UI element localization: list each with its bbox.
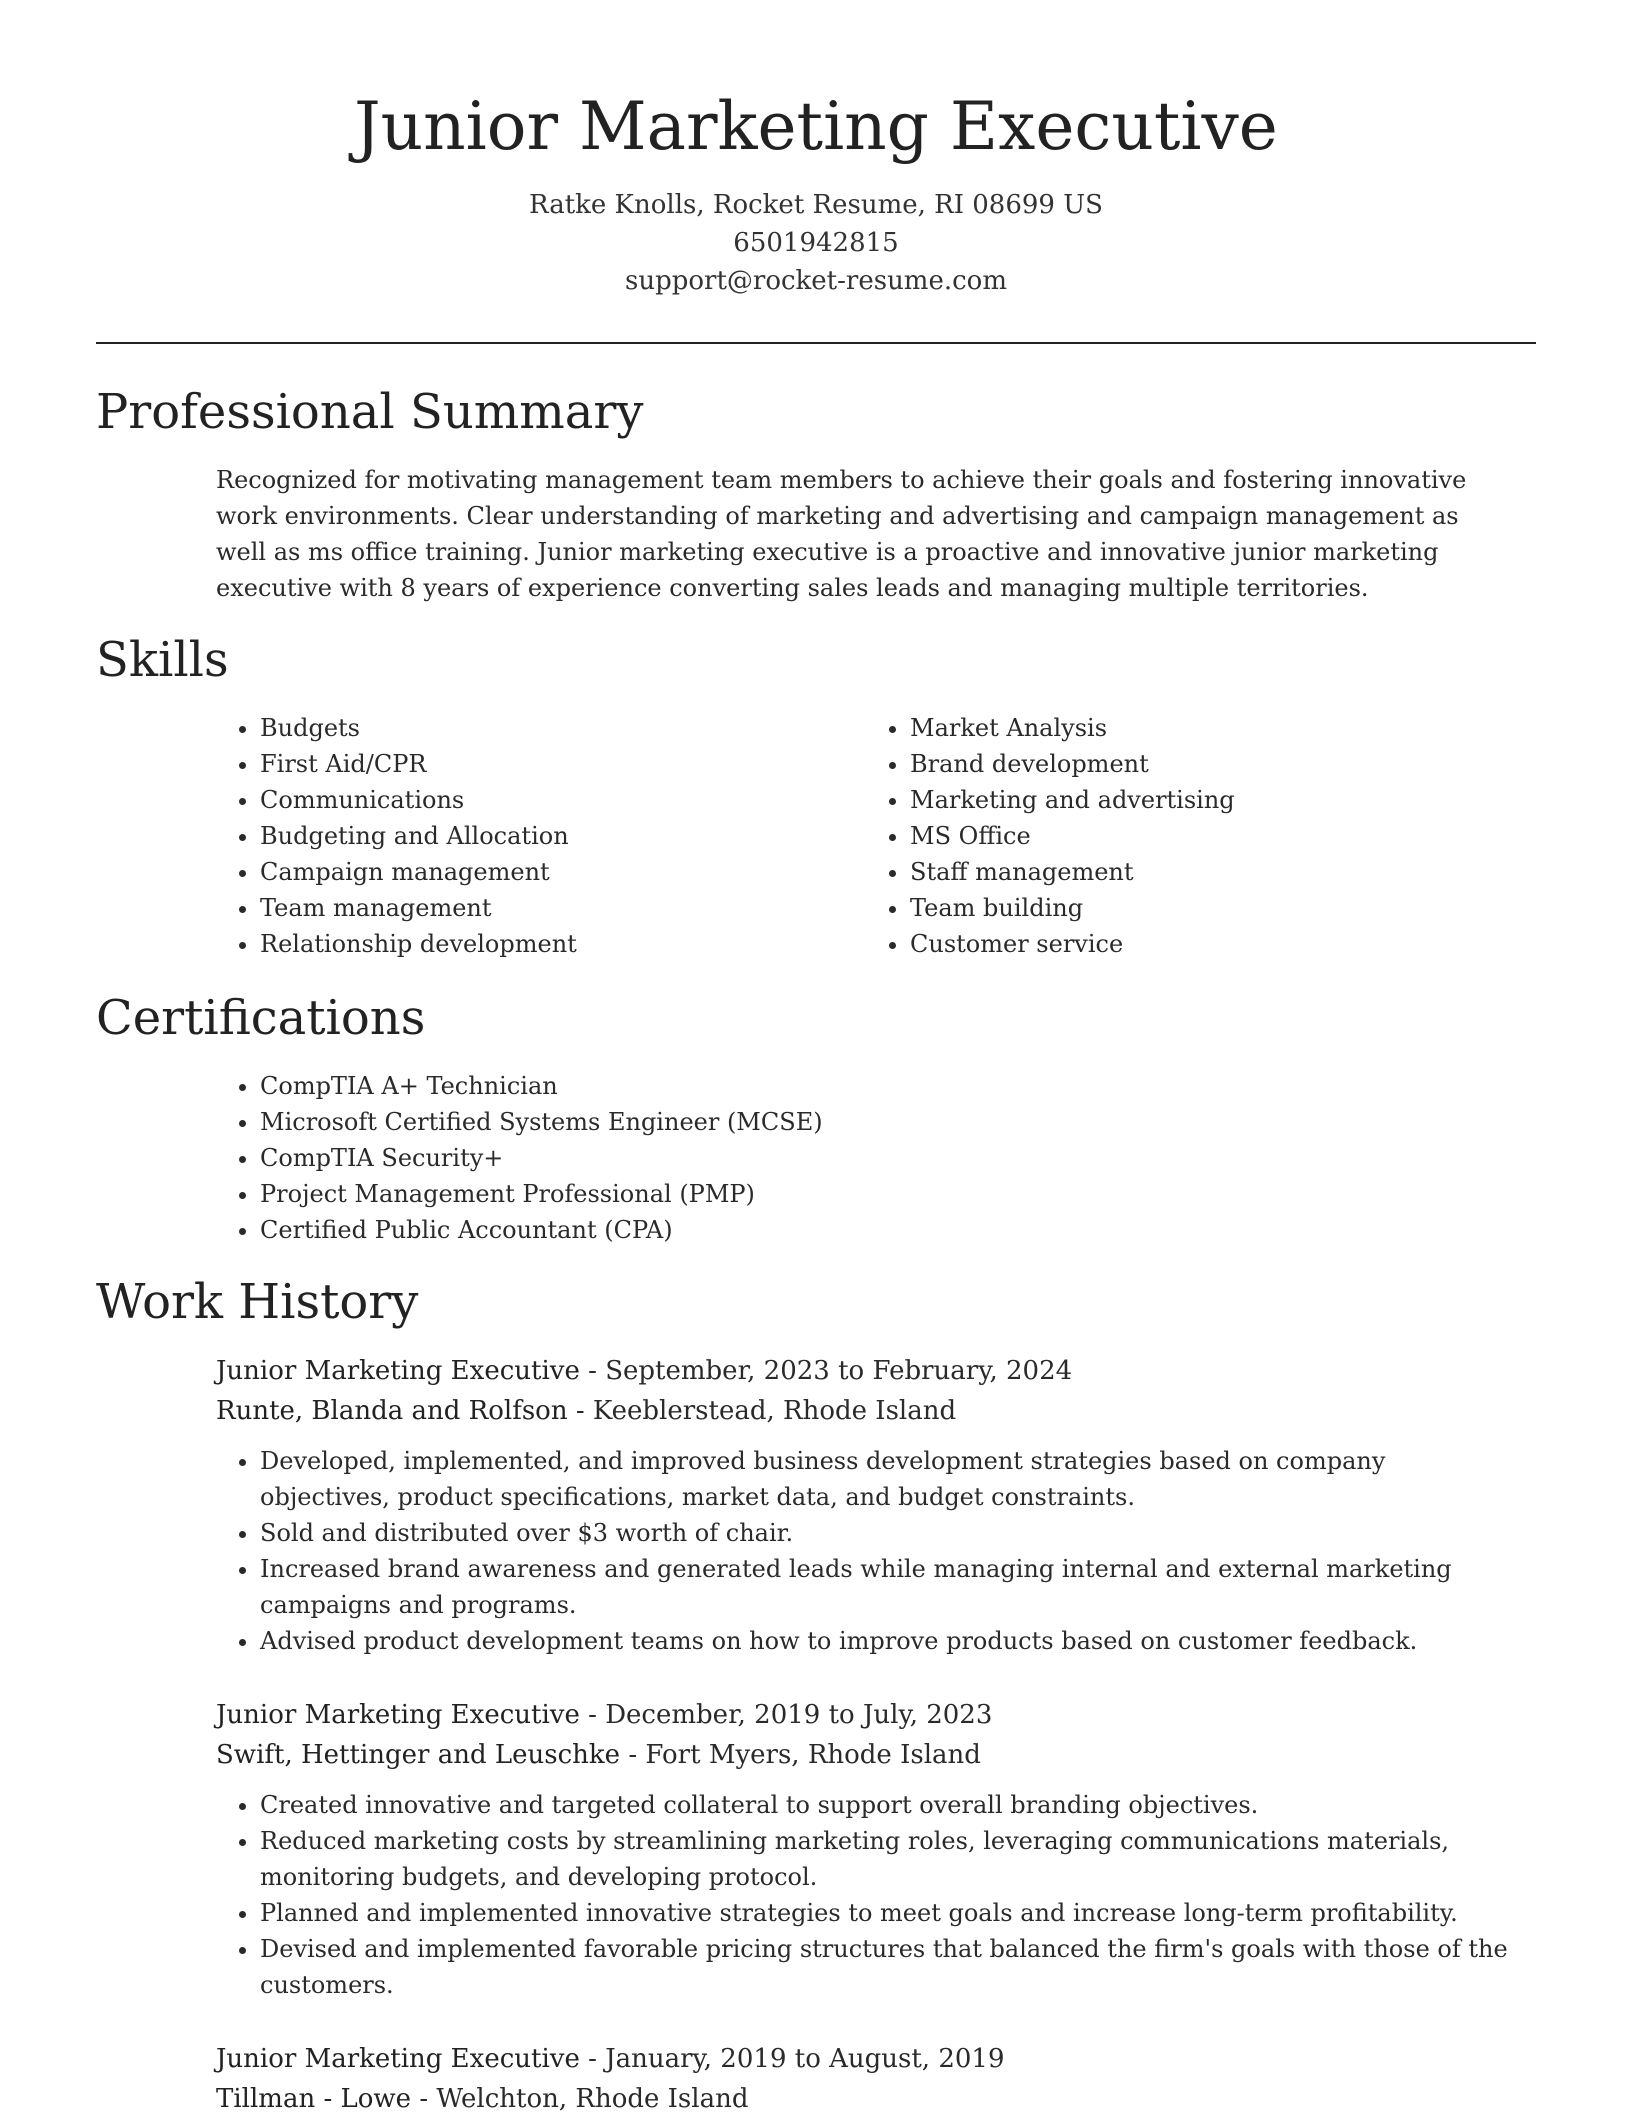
separator: - (411, 2084, 437, 2114)
certification-item: • Microsoft Certified Systems Engineer (MCSE) (260, 1104, 1416, 1140)
job-bullet: • Devised and implemented favorable pricing structures that balanced the firm's goals with those of the customers. (260, 1931, 1516, 2003)
job-bullets (216, 1787, 1516, 2003)
job-title-line (216, 1351, 1516, 1391)
skill-item: • Relationship development (260, 926, 816, 962)
contact-email: support@rocket-resume.com (624, 266, 1007, 296)
skills-list-right (866, 710, 1466, 962)
certifications-block (216, 1068, 1416, 1248)
summary-text: Recognized for motivating management team members to achieve their goals and fostering innovative work environments. Clear understanding of marketing and advertising and campaign management as well as ms office training. Junior marketing executive is a proactive and innovative junior marketing executive with 8 years of experience converting sales leads and managing multiple territories. (216, 466, 1467, 602)
certifications-heading: Certifications (96, 990, 426, 1046)
separator: - (620, 1740, 646, 1770)
job-bullet: • Increased brand awareness and generated leads while managing internal and external marketing campaigns and programs. (260, 1551, 1516, 1623)
skill-item: • Marketing and advertising (910, 782, 1466, 818)
separator: - (579, 1356, 606, 1386)
work-history-heading: Work History (96, 1274, 419, 1330)
skill-item: • MS Office (910, 818, 1466, 854)
contact-phone: 6501942815 (733, 228, 899, 258)
job-bullet: • Advised product development teams on how to improve products based on customer feedback. (260, 1623, 1516, 1659)
job-entry (216, 2039, 1516, 2119)
job-bullet: • Developed, implemented, and improved business development strategies based on company objectives, product specifications, market data, and budget constraints. (260, 1443, 1516, 1515)
certification-item: • CompTIA Security+ (260, 1140, 1416, 1176)
job-location: Welchton, Rhode Island (436, 2084, 749, 2114)
job-bullet: • Created innovative and targeted collateral to support overall branding objectives. (260, 1787, 1516, 1823)
job-location: Fort Myers, Rhode Island (645, 1740, 981, 1770)
job-entry (216, 1695, 1516, 2003)
skill-item: • Communications (260, 782, 816, 818)
job-title: Junior Marketing Executive (216, 1700, 580, 1730)
certifications-list (216, 1068, 1416, 1248)
skills-heading: Skills (96, 632, 229, 688)
job-bullets (216, 1443, 1516, 1659)
job-location: Keeblerstead, Rhode Island (592, 1396, 957, 1426)
certification-item: • Certified Public Accountant (CPA) (260, 1212, 1416, 1248)
separator: - (579, 1700, 606, 1730)
page-title: Junior Marketing Executive (354, 88, 1278, 165)
skill-item: • Team building (910, 890, 1466, 926)
skill-item: • Customer service (910, 926, 1466, 962)
skill-item: • Team management (260, 890, 816, 926)
resume-header (96, 78, 1536, 300)
certification-item: • CompTIA A+ Technician (260, 1068, 1416, 1104)
job-title-line (216, 2039, 1516, 2079)
separator: - (579, 2044, 606, 2074)
job-company: Swift, Hettinger and Leuschke (216, 1740, 621, 1770)
summary-heading: Professional Summary (96, 384, 644, 440)
skill-item: • Campaign management (260, 854, 816, 890)
separator: - (567, 1396, 593, 1426)
skill-item: • Budgeting and Allocation (260, 818, 816, 854)
job-company-line (216, 1391, 1516, 1431)
job-company: Runte, Blanda and Rolfson (216, 1396, 568, 1426)
job-dates: January, 2019 to August, 2019 (605, 2044, 1005, 2074)
contact-block (96, 186, 1536, 300)
job-title: Junior Marketing Executive (216, 1356, 580, 1386)
job-dates: September, 2023 to February, 2024 (605, 1356, 1073, 1386)
skill-item: • Budgets (260, 710, 816, 746)
skill-item: • Brand development (910, 746, 1466, 782)
job-bullet: • Planned and implemented innovative strategies to meet goals and increase long-term profitability. (260, 1895, 1516, 1931)
job-title: Junior Marketing Executive (216, 2044, 580, 2074)
skill-item: • Market Analysis (910, 710, 1466, 746)
job-dates: December, 2019 to July, 2023 (605, 1700, 993, 1730)
job-company-line (216, 2079, 1516, 2119)
skill-item: • First Aid/CPR (260, 746, 816, 782)
job-entry (216, 1351, 1516, 1659)
header-divider (96, 342, 1536, 344)
skills-list-left (216, 710, 816, 962)
job-title-line (216, 1695, 1516, 1735)
job-company: Tillman - Lowe (216, 2084, 412, 2114)
skill-item: • Staff management (910, 854, 1466, 890)
skills-column-right (866, 710, 1466, 962)
job-bullet: • Reduced marketing costs by streamlining marketing roles, leveraging communications materials, monitoring budgets, and developing protocol. (260, 1823, 1516, 1895)
skills-column-left (216, 710, 816, 962)
job-company-line (216, 1735, 1516, 1775)
job-bullet: • Sold and distributed over $3 worth of chair. (260, 1515, 1516, 1551)
certification-item: • Project Management Professional (PMP) (260, 1176, 1416, 1212)
contact-address: Ratke Knolls, Rocket Resume, RI 08699 US (529, 190, 1103, 220)
